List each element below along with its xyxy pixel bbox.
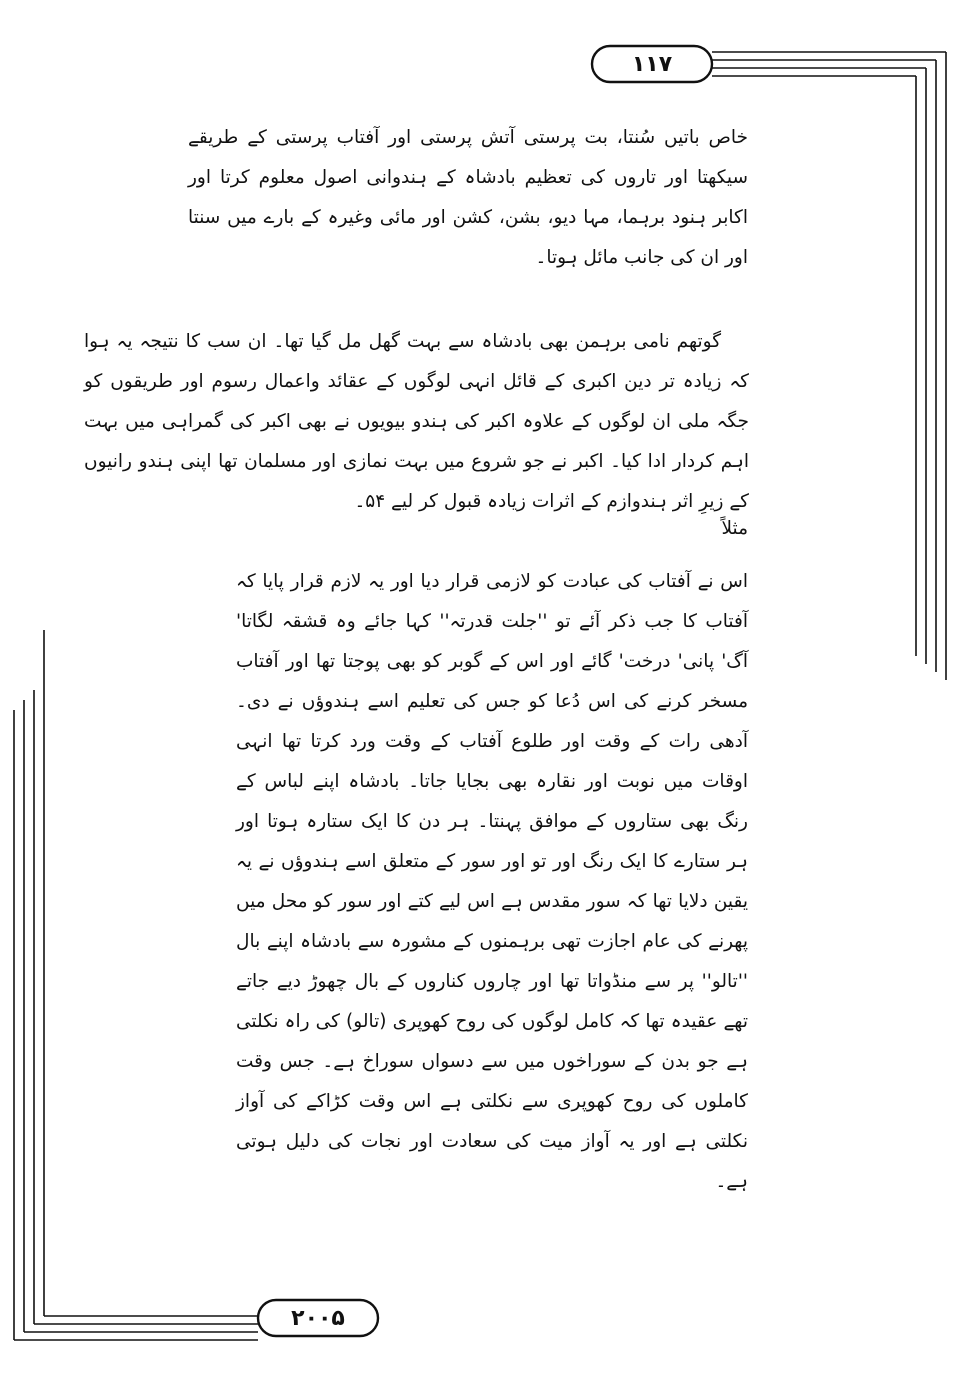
- bottom-page-number: ۲۰۰۵: [291, 1305, 345, 1331]
- paragraph-gautam: [84, 322, 749, 522]
- paragraph-intro: خاص باتیں سُنتا، بت پرستی آتش پرستی اور آفتاب پرستی کے طریقے سیکھتا اور تاروں کی تعظیم بادشاہ کے ہندوانی اصول معلوم کرتا اور اکابر ہنود برہما، مہا دیو، بشن، کشن اور مائی وغیرہ کے بارے میں سنتا اور ان کی جانب مائل ہوتا۔: [188, 127, 748, 268]
- block-quote: اس نے آفتاب کی عبادت کو لازمی قرار دیا اور یہ لازم قرار پایا کہ آفتاب کا جب ذکر آئے تو ''جلت قدرتہ'' کہا جائے وہ قشقہ لگاتا' آگ' پانی' درخت' گائے اور اس کے گوبر کو بھی پوجتا تھا اور آفتاب مسخر کرنے کی اس دُعا کو جس کی تعلیم اسے ہندوؤں نے دی۔ آدھی رات کے وقت اور طلوع آفتاب کے وقت ورد کرتا تھا انہی اوقات میں نوبت اور نقارہ بھی بجایا جاتا۔ بادشاہ اپنے لباس کے رنگ بھی ستاروں کے موافق پہنتا۔ ہر دن کا ایک ستارہ ہوتا اور ہر ستارے کا ایک رنگ اور تو اور سور کے متعلق اسے ہندوؤں نے یہ یقین دلایا تھا کہ سور مقدس ہے اس لیے کتے اور سور کو محل میں پھرنے کی عام اجازت تھی برہمنوں کے مشورہ سے بادشاہ اپنے بال ''تالو'' پر سے منڈواتا تھا اور چاروں کناروں کے بال چھوڑ دیے جاتے تھے عقیدہ تھا کہ کامل لوگوں کی روح کھوپری (تالو) کی راہ نکلتی ہے جو بدن کے سوراخوں میں سے دسواں سوراخ ہے۔ جس وقت کاملوں کی روح کھوپری سے نکلتی ہے اس وقت کڑاکے کی آواز نکلتی ہے اور یہ آواز میت کی سعادت اور نجات کی دلیل ہوتی ہے۔: [236, 571, 748, 1192]
- top-page-number: ۱۱۷: [631, 51, 673, 77]
- label-for-example: مثلاً: [721, 518, 748, 539]
- paragraph-gautam-text: گوتھم نامی برہمن بھی بادشاہ سے بہت گھل مل گیا تھا۔ ان سب کا نتیجہ یہ ہوا کہ زیادہ تر دین اکبری کے قائل انہی لوگوں کے عقائد واعمال رسوم اور طریقوں کو جگہ ملی ان لوگوں کے علاوہ اکبر کی ہندو بیویوں نے بھی اکبر کی گمراہی میں بہت اہم کردار ادا کیا۔ اکبر نے جو شروع میں بہت نمازی اور مسلمان تھا اپنی ہندو رانیوں کے زیرِ اثر ہندوازم کے اثرات زیادہ قبول کر لیے ۵۴۔: [84, 331, 749, 512]
